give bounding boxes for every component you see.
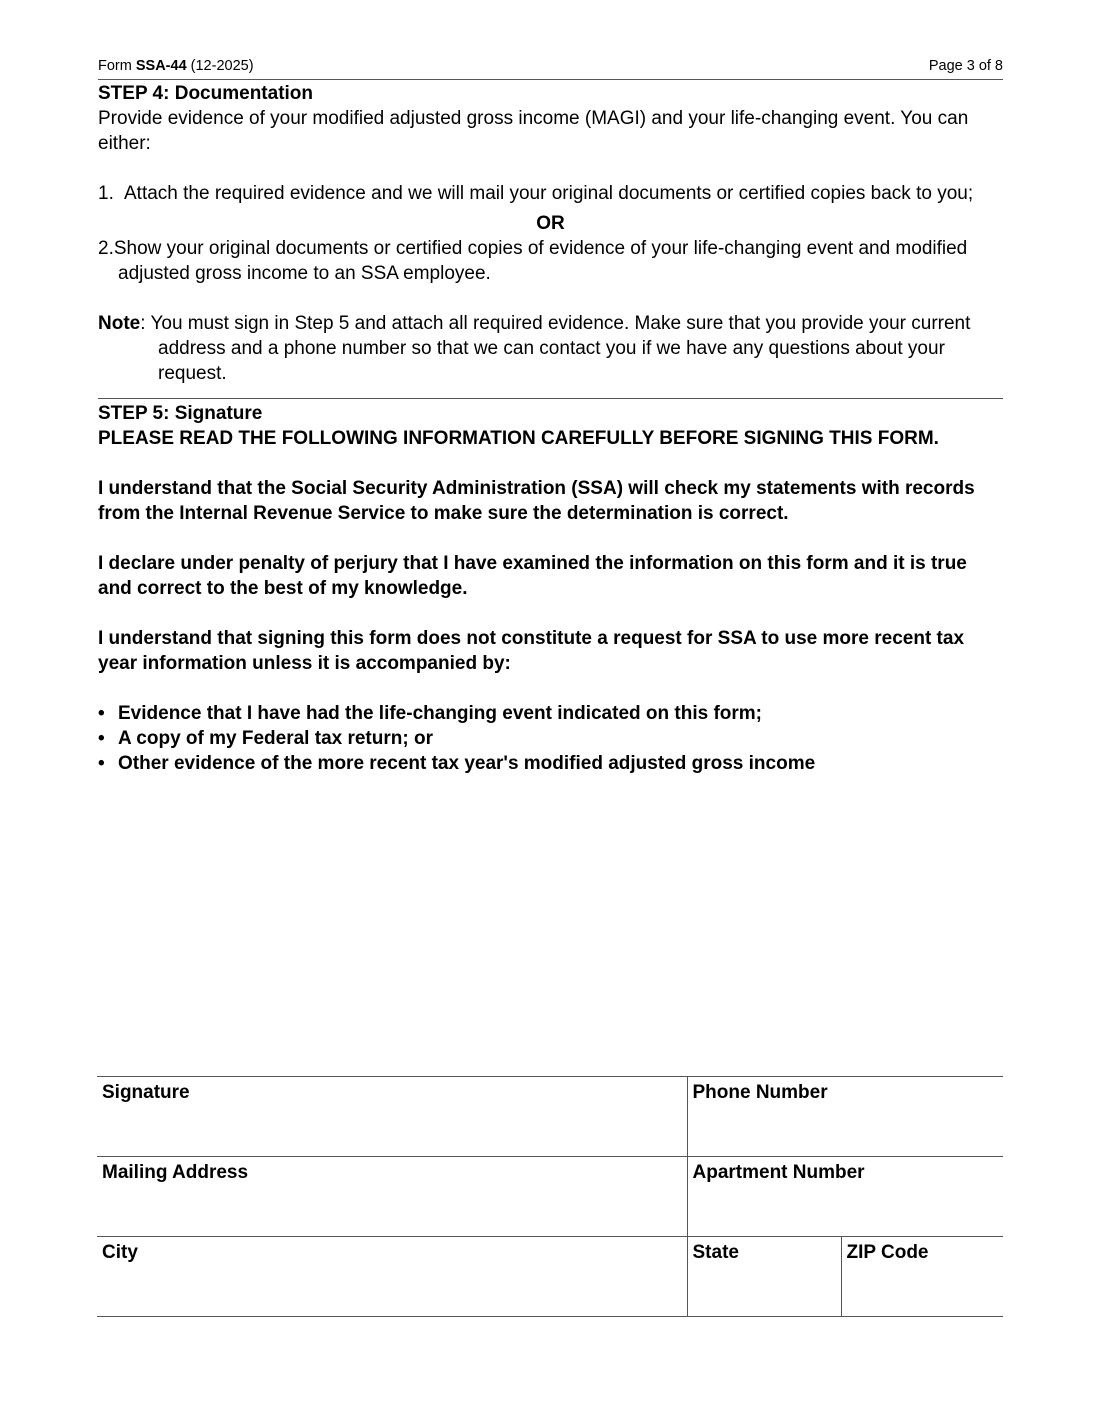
signature-field[interactable] [97,1077,687,1157]
option-2-number: 2. [98,238,114,259]
state-label: State [692,1242,739,1263]
step5-warning: PLEASE READ THE FOLLOWING INFORMATION CAREFULLY BEFORE SIGNING THIS FORM. [98,428,939,449]
list-item [98,726,1003,751]
city-field[interactable] [97,1237,687,1317]
zip-code-label: ZIP Code [846,1242,929,1263]
form-header [98,56,1003,80]
note [98,311,1003,386]
form-page [98,56,1003,776]
zip-code-field[interactable] [841,1237,1003,1317]
statement-irs-check: I understand that the Social Security Administration (SSA) will check my statements with records from the Internal Revenue Service to make sure the determination is correct. [98,478,975,524]
option-1-number: 1. [98,183,114,204]
statement-request: I understand that signing this form does not constitute a request for SSA to use more recent tax year information unless it is accompanied by: [98,628,965,674]
form-date: (12-2025) [186,58,254,74]
step5-title: STEP 5: Signature [98,403,263,424]
evidence-list [98,701,1003,776]
form-prefix: Form [98,58,136,74]
step4-title: STEP 4: Documentation [98,83,314,104]
or-separator: OR [536,213,565,234]
list-item [98,751,1003,776]
mailing-address-label: Mailing Address [102,1162,249,1183]
bullet-icon: • [98,728,105,749]
form-identifier [98,56,254,76]
note-text: : You must sign in Step 5 and attach all required evidence. Make sure that you provide your current address and a phone number so that we can contact you if we have any questions about your request. [140,313,971,384]
bullet-icon: • [98,753,105,774]
mailing-address-field[interactable] [97,1157,687,1237]
state-field[interactable] [687,1237,841,1317]
list-item-text: A copy of my Federal tax return; or [118,728,433,749]
phone-number-label: Phone Number [692,1082,828,1103]
apartment-number-field[interactable] [687,1157,1003,1237]
list-item-text: Evidence that I have had the life-changing event indicated on this form; [118,703,762,724]
page-number: Page 3 of 8 [928,58,1003,74]
phone-number-field[interactable] [687,1077,1003,1157]
option-1 [98,181,1003,206]
option-1-text: Attach the required evidence and we will mail your original documents or certified copies back to you; [124,183,974,204]
signature-block [97,1076,1003,1317]
option-2-text: Show your original documents or certified copies of evidence of your life-changing event and modified adjusted gross income to an SSA employee. [113,238,968,284]
form-id: SSA-44 [135,58,187,74]
apartment-number-label: Apartment Number [692,1162,865,1183]
option-2 [98,236,1003,286]
note-label: Note [98,313,141,334]
section-divider [98,398,1003,399]
list-item [98,701,1003,726]
city-label: City [102,1242,138,1263]
list-item-text: Other evidence of the more recent tax year's modified adjusted gross income [118,753,816,774]
bullet-icon: • [98,703,105,724]
signature-label: Signature [102,1082,190,1103]
statement-perjury: I declare under penalty of perjury that I have examined the information on this form and it is true and correct to the best of my knowledge. [98,553,967,599]
step4-intro: Provide evidence of your modified adjusted gross income (MAGI) and your life-changing event. You can either: [98,108,969,154]
